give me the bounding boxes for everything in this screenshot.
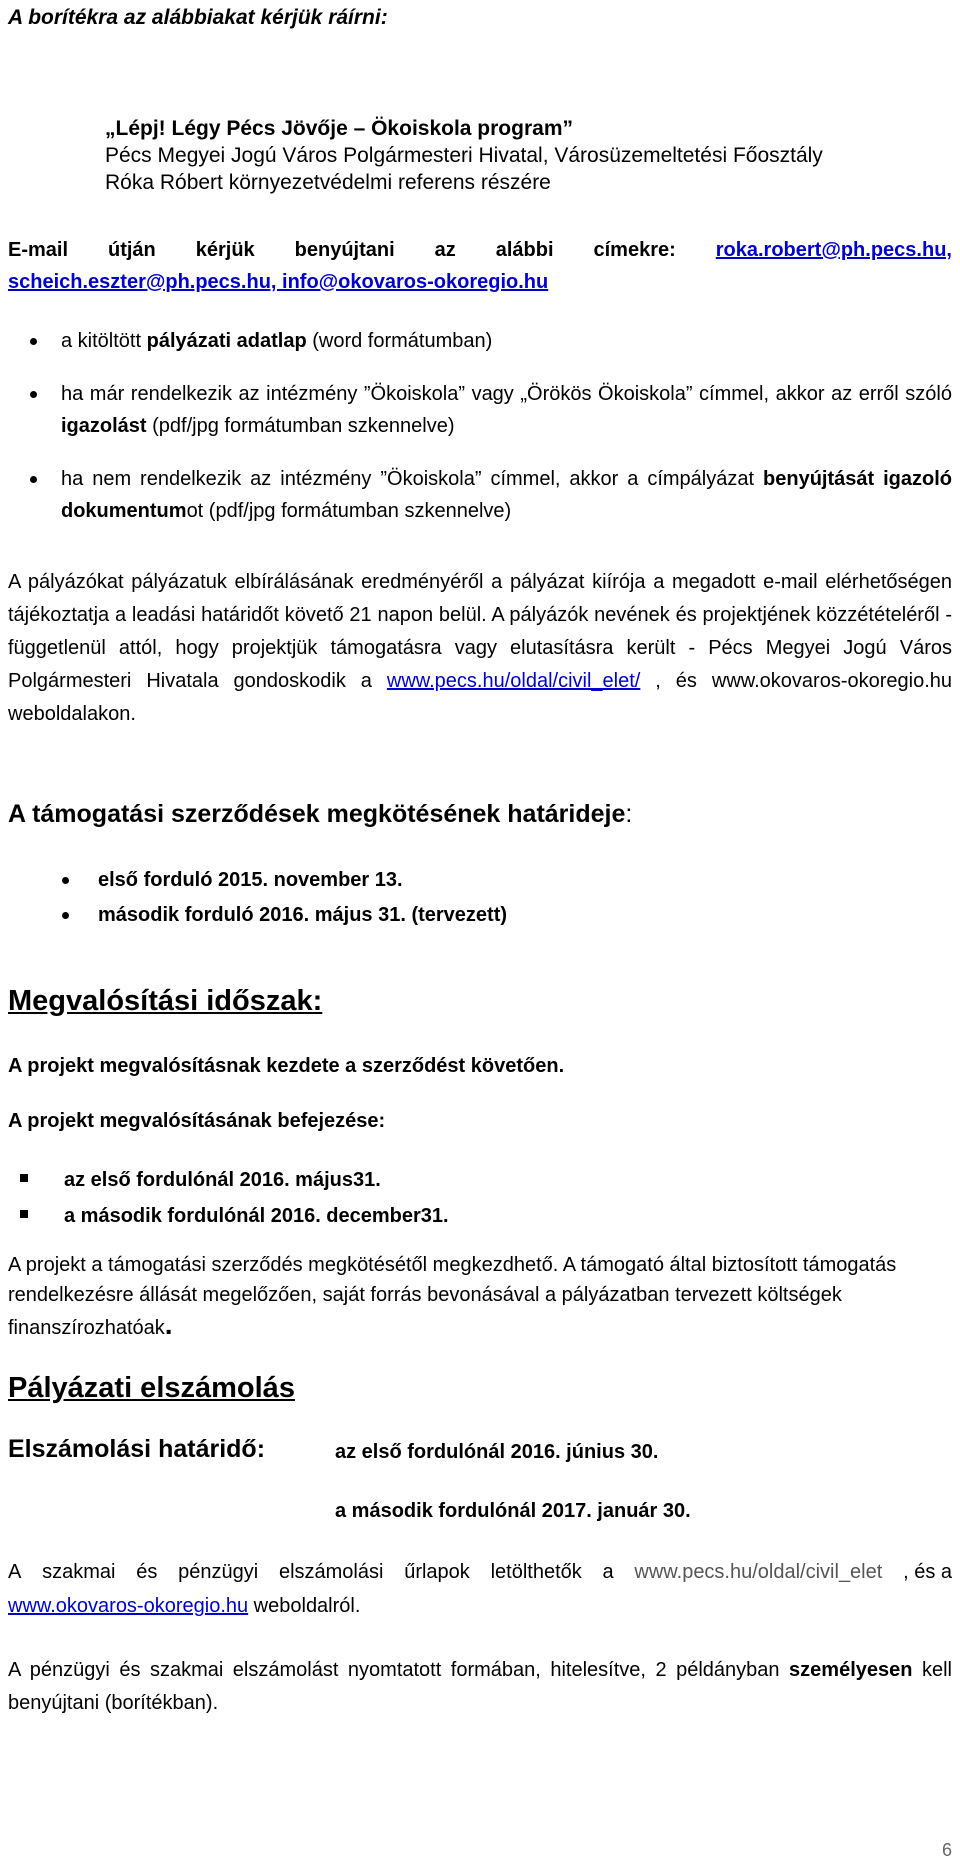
implementation-end-label: A projekt megvalósításának befejezése: <box>8 1110 386 1132</box>
email-link-roka[interactable]: roka.robert@ph.pecs.hu, <box>715 239 952 261</box>
deadline-first-round: az első fordulónál 2016. június 30. <box>335 1441 659 1463</box>
forms-paragraph-row-2: www.okovaros-okoregio.hu weboldalról. <box>8 1595 361 1617</box>
email-word: alábbi <box>495 239 554 261</box>
implementation-heading: Megvalósítási időszak: <box>8 985 323 1017</box>
email-word: az <box>434 239 456 261</box>
list-item: az első fordulónál 2016. május31. <box>8 1162 449 1198</box>
okovaros-link[interactable]: www.okovaros-okoregio.hu <box>8 1595 249 1617</box>
forms-paragraph <box>8 1555 952 1623</box>
deadline-second-round: a második fordulónál 2017. január 30. <box>335 1500 691 1522</box>
support-heading: A támogatási szerződések megkötésének határideje: <box>8 800 633 828</box>
implementation-start: A projekt megvalósításnak kezdete a szerződést követően. <box>8 1055 565 1077</box>
list-item: ha már rendelkezik az intézmény ”Ökoiskola” vagy „Örökös Ökoiskola” címmel, akkor az erről szóló igazolást (pdf/jpg formátumban szkennelve) <box>61 383 952 437</box>
address-title: „Lépj! Légy Pécs Jövője – Ökoiskola program” <box>105 117 573 140</box>
civil-elet-link[interactable]: www.pecs.hu/oldal/civil_elet/ <box>386 670 641 692</box>
email-word: benyújtani <box>294 239 395 261</box>
list-item: a kitöltött pályázati adatlap (word formátumban) <box>61 330 493 352</box>
implementation-rounds-list <box>8 1162 449 1234</box>
accounting-heading: Pályázati elszámolás <box>8 1372 295 1404</box>
page-number: 6 <box>941 1840 952 1860</box>
envelope-intro: A borítékra az alábbiakat kérjük ráírni: <box>8 6 388 29</box>
list-item: ha nem rendelkezik az intézmény ”Ökoiskola” címmel, akkor a címpályázat benyújtását igazoló dokumentumot (pdf/jpg formátumban szkennelve) <box>61 468 952 522</box>
forms-paragraph-row: A szakmai és pénzügyi elszámolási űrlapok letölthetők a www.pecs.hu/oldal/civil_elet , és a <box>8 1555 952 1589</box>
address-line-2: Pécs Megyei Jogú Város Polgármesteri Hivatal, Városüzemeltetési Főosztály <box>105 144 823 167</box>
email-instruction-row <box>8 234 952 266</box>
email-word: kérjük <box>195 239 255 261</box>
attachment-list <box>8 325 952 527</box>
list-item: a második fordulónál 2016. december31. <box>8 1198 449 1234</box>
address-line-3: Róka Róbert környezetvédelmi referens részére <box>105 171 551 194</box>
accounting-deadline-label: Elszámolási határidő: <box>8 1435 266 1463</box>
submission-paragraph: A pénzügyi és szakmai elszámolást nyomtatott formában, hitelesítve, 2 példányban személyesen kell benyújtani (borítékban). <box>8 1659 952 1714</box>
list-item: első forduló 2015. november 13. <box>8 863 507 898</box>
financing-paragraph: A projekt a támogatási szerződés megkötésétől megkezdhető. A támogató által biztosított támogatás rendelkezésre állását megelőzően, saját forrás bevonásával a pályázatban tervezett költségek finanszírozhatóak. <box>8 1254 897 1340</box>
email-word: címekre: <box>593 239 676 261</box>
address-block <box>105 115 823 196</box>
support-rounds-list <box>8 863 507 933</box>
email-links-line-2[interactable]: scheich.eszter@ph.pecs.hu, info@okovaros-okoregio.hu <box>8 271 549 293</box>
email-word: útján <box>108 239 156 261</box>
email-instruction <box>8 234 952 298</box>
list-item: második forduló 2016. május 31. (tervezett) <box>8 898 507 933</box>
results-paragraph: A pályázókat pályázatuk elbírálásának eredményéről a pályázat kiírója a megadott e-mail elérhetőségen tájékoztatja a leadási határidőt követő 21 napon belül. A pályázók nevének és projektjének közzétételéről - függetlenül attól, hogy projektjük támogatásra vagy elutasításra került - Pécs Megyei Jogú Város Polgármesteri Hivatala gondoskodik a www.pecs.hu/oldal/civil_elet/ , és www.okovaros-okoregio.hu weboldalakon. <box>8 571 952 725</box>
email-word: E-mail <box>8 239 69 261</box>
civil-elet-url[interactable]: www.pecs.hu/oldal/civil_elet <box>634 1561 883 1583</box>
